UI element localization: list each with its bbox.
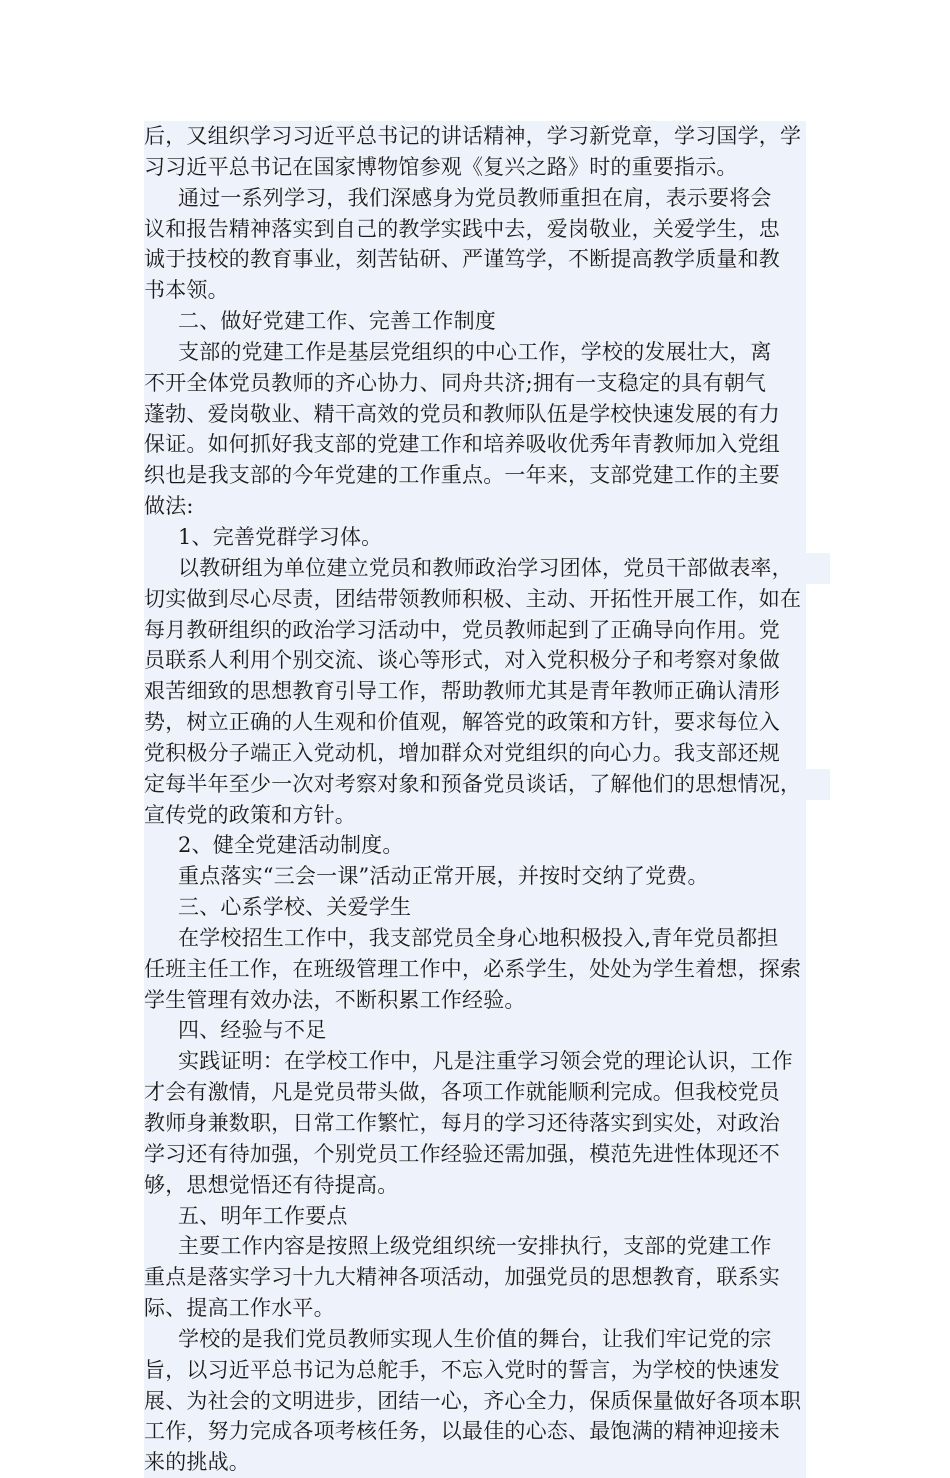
text-line: 员联系人利用个别交流、谈心等形式，对入党积极分子和考察对象做 bbox=[144, 645, 806, 676]
paragraph-start-line: 支部的党建工作是基层党组织的中心工作，学校的发展壮大，离 bbox=[144, 337, 806, 368]
paragraph-start-line: 重点落实“三会一课”活动正常开展，并按时交纳了党费。 bbox=[144, 861, 806, 892]
text-line: 够，思想觉悟还有待提高。 bbox=[144, 1170, 806, 1201]
text-line: 教师身兼数职，日常工作繁忙，每月的学习还待落实到实处，对政治 bbox=[144, 1108, 806, 1139]
paragraph-start-line: 通过一系列学习，我们深感身为党员教师重担在肩，表示要将会 bbox=[144, 183, 806, 214]
text-line: 织也是我支部的今年党建的工作重点。一年来，支部党建工作的主要 bbox=[144, 460, 806, 491]
document-body bbox=[144, 121, 806, 1478]
text-line: 书本领。 bbox=[144, 275, 806, 306]
text-line: 不开全体党员教师的齐心协力、同舟共济;拥有一支稳定的具有朝气 bbox=[144, 368, 806, 399]
text-line: 定每半年至少一次对考察对象和预备党员谈话，了解他们的思想情况， bbox=[144, 769, 830, 800]
text-line: 旨，以习近平总书记为总舵手，不忘入党时的誓言，为学校的快速发 bbox=[144, 1355, 806, 1386]
text-line: 际、提高工作水平。 bbox=[144, 1293, 806, 1324]
subsection-heading: 1、完善党群学习体。 bbox=[144, 522, 806, 553]
paragraph-start-line: 学校的是我们党员教师实现人生价值的舞台，让我们牢记党的宗 bbox=[144, 1324, 806, 1355]
text-line: 重点是落实学习十九大精神各项活动，加强党员的思想教育，联系实 bbox=[144, 1262, 806, 1293]
text-line: 势，树立正确的人生观和价值观，解答党的政策和方针，要求每位入 bbox=[144, 707, 806, 738]
text-line: 展、为社会的文明进步，团结一心，齐心全力，保质保量做好各项本职 bbox=[144, 1386, 806, 1417]
text-line: 做法: bbox=[144, 491, 806, 522]
text-line: 切实做到尽心尽责，团结带领教师积极、主动、开拓性开展工作，如在 bbox=[144, 584, 806, 615]
paragraph-start-line: 在学校招生工作中，我支部党员全身心地积极投入,青年党员都担 bbox=[144, 923, 806, 954]
paragraph-start-line: 实践证明：在学校工作中，凡是注重学习领会党的理论认识，工作 bbox=[144, 1046, 806, 1077]
subsection-heading: 2、健全党建活动制度。 bbox=[144, 830, 806, 861]
paragraph-start-line: 主要工作内容是按照上级党组织统一安排执行，支部的党建工作 bbox=[144, 1231, 806, 1262]
text-line: 任班主任工作，在班级管理工作中，必系学生，处处为学生着想，探索 bbox=[144, 954, 806, 985]
text-line: 议和报告精神落实到自己的教学实践中去，爱岗敬业，关爱学生，忠 bbox=[144, 214, 806, 245]
text-line: 宣传党的政策和方针。 bbox=[144, 800, 806, 831]
text-line: 工作，努力完成各项考核任务，以最佳的心态、最饱满的精神迎接未 bbox=[144, 1416, 806, 1447]
text-line: 蓬勃、爱岗敬业、精干高效的党员和教师队伍是学校快速发展的有力 bbox=[144, 399, 806, 430]
section-heading: 三、心系学校、关爱学生 bbox=[144, 892, 806, 923]
paragraph-start-line: 以教研组为单位建立党员和教师政治学习团体，党员干部做表率， bbox=[144, 553, 830, 584]
text-line: 学生管理有效办法，不断积累工作经验。 bbox=[144, 985, 806, 1016]
text-line: 后，又组织学习习近平总书记的讲话精神，学习新党章，学习国学，学 bbox=[144, 121, 806, 152]
text-line: 来的挑战。 bbox=[144, 1447, 806, 1478]
section-heading: 四、经验与不足 bbox=[144, 1015, 806, 1046]
text-line: 学习还有待加强，个别党员工作经验还需加强，模范先进性体现还不 bbox=[144, 1139, 806, 1170]
section-heading: 五、明年工作要点 bbox=[144, 1201, 806, 1232]
text-line: 诚于技校的教育事业，刻苦钻研、严谨笃学，不断提高教学质量和教 bbox=[144, 244, 806, 275]
text-line: 党积极分子端正入党动机，增加群众对党组织的向心力。我支部还规 bbox=[144, 738, 806, 769]
text-line: 习习近平总书记在国家博物馆参观《复兴之路》时的重要指示。 bbox=[144, 152, 806, 183]
text-line: 保证。如何抓好我支部的党建工作和培养吸收优秀年青教师加入党组 bbox=[144, 429, 806, 460]
text-line: 才会有激情，凡是党员带头做，各项工作就能顺利完成。但我校党员 bbox=[144, 1077, 806, 1108]
text-line: 艰苦细致的思想教育引导工作，帮助教师尤其是青年教师正确认清形 bbox=[144, 676, 806, 707]
section-heading: 二、做好党建工作、完善工作制度 bbox=[144, 306, 806, 337]
text-line: 每月教研组织的政治学习活动中，党员教师起到了正确导向作用。党 bbox=[144, 615, 806, 646]
